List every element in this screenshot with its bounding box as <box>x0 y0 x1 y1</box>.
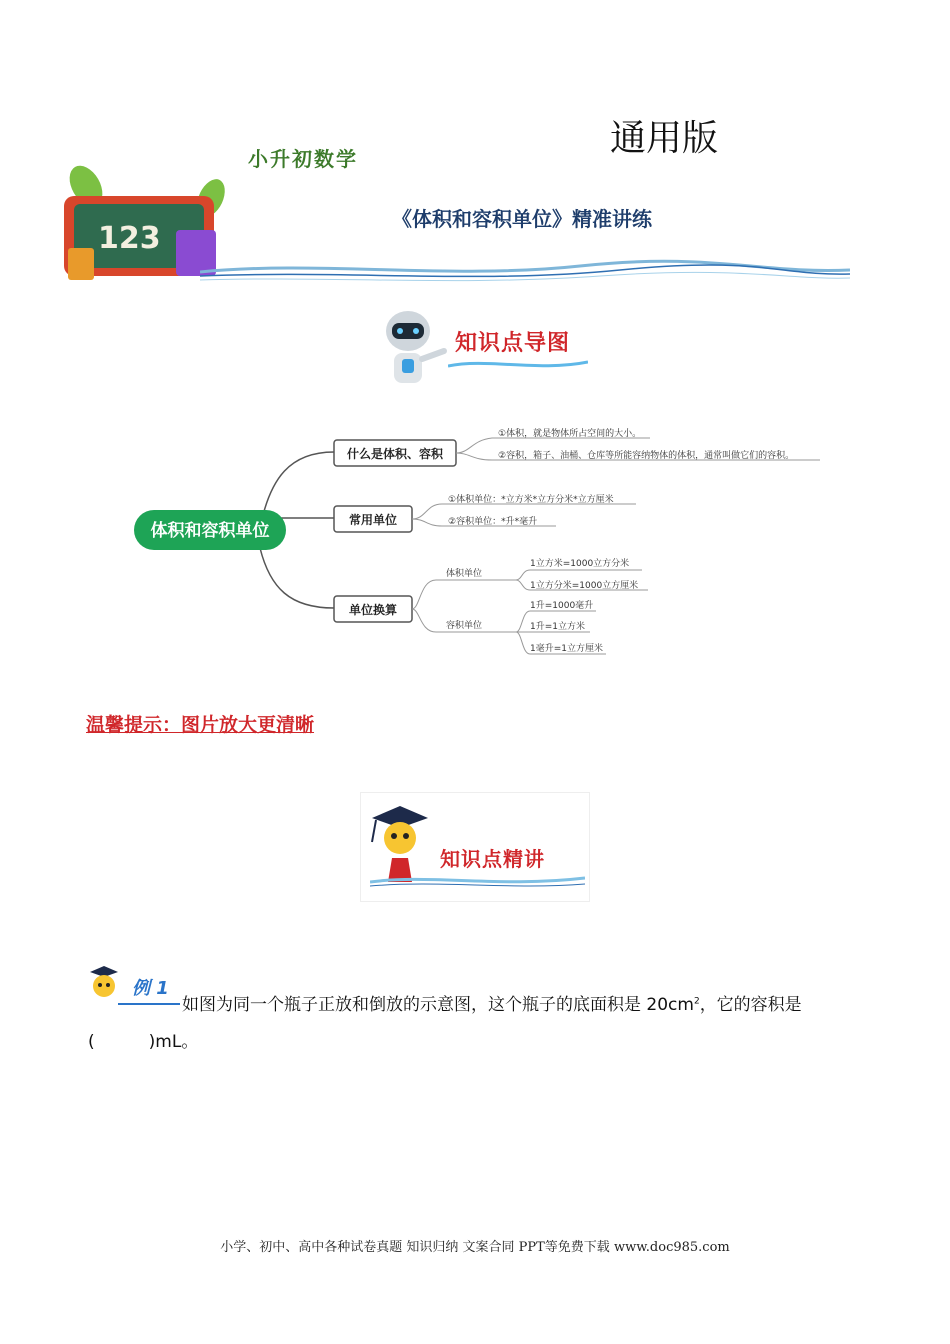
robot-icon <box>378 305 448 385</box>
example-question-line2: ( )mL。 <box>88 1032 199 1052</box>
edition-label: 通用版 <box>610 118 719 159</box>
banner-wave <box>370 870 585 890</box>
mindmap-root-label: 体积和容积单位 <box>150 521 270 541</box>
leaf-text: 1立方分米=1000立方厘米 <box>530 581 639 591</box>
branch-label: 单位换算 <box>348 603 398 617</box>
group-label: 体积单位 <box>446 569 483 579</box>
example-badge-icon <box>88 962 180 1008</box>
document-title: 《体积和容积单位》精准讲练 <box>392 207 652 231</box>
example-question-line1: 如图为同一个瓶子正放和倒放的示意图，这个瓶子的底面积是 $20cm^2$，它的容积是 <box>182 995 802 1015</box>
knowledge-banner-title: 知识点精讲 <box>440 847 545 871</box>
leaf-text: ②容积单位：*升*毫升 <box>448 517 538 527</box>
board-number: 123 <box>98 221 161 256</box>
zoom-tip: 温馨提示：图片放大更清晰 <box>86 714 315 736</box>
mindmap-banner-title: 知识点导图 <box>455 331 571 356</box>
footer-text: 小学、初中、高中各种试卷真题 知识归纳 文案合同 PPT等免费下载 www.doc985.com <box>220 1240 730 1255</box>
leaf-text: ②容积，箱子、油桶、仓库等所能容纳物体的体积，通常叫做它们的容积。 <box>498 451 795 461</box>
branch-label: 常用单位 <box>348 513 398 527</box>
mind-map <box>120 418 830 668</box>
leaf-text: ①体积单位：*立方米*立方分米*立方厘米 <box>448 495 614 505</box>
example-badge-label: 例 1 <box>132 978 169 999</box>
header-wave <box>200 250 850 290</box>
leaf-text: 1升=1立方米 <box>530 622 585 632</box>
series-title: 小升初数学 <box>248 147 358 171</box>
group-label: 容积单位 <box>446 621 483 631</box>
leaf-text: ①体积，就是物体所占空间的大小。 <box>498 429 642 439</box>
leaf-text: 1升=1000毫升 <box>530 601 594 611</box>
leaf-text: 1立方米=1000立方分米 <box>530 559 630 569</box>
branch-label: 什么是体积、容积 <box>346 447 444 461</box>
banner-underline <box>448 356 588 374</box>
leaf-text: 1毫升=1立方厘米 <box>530 644 603 654</box>
